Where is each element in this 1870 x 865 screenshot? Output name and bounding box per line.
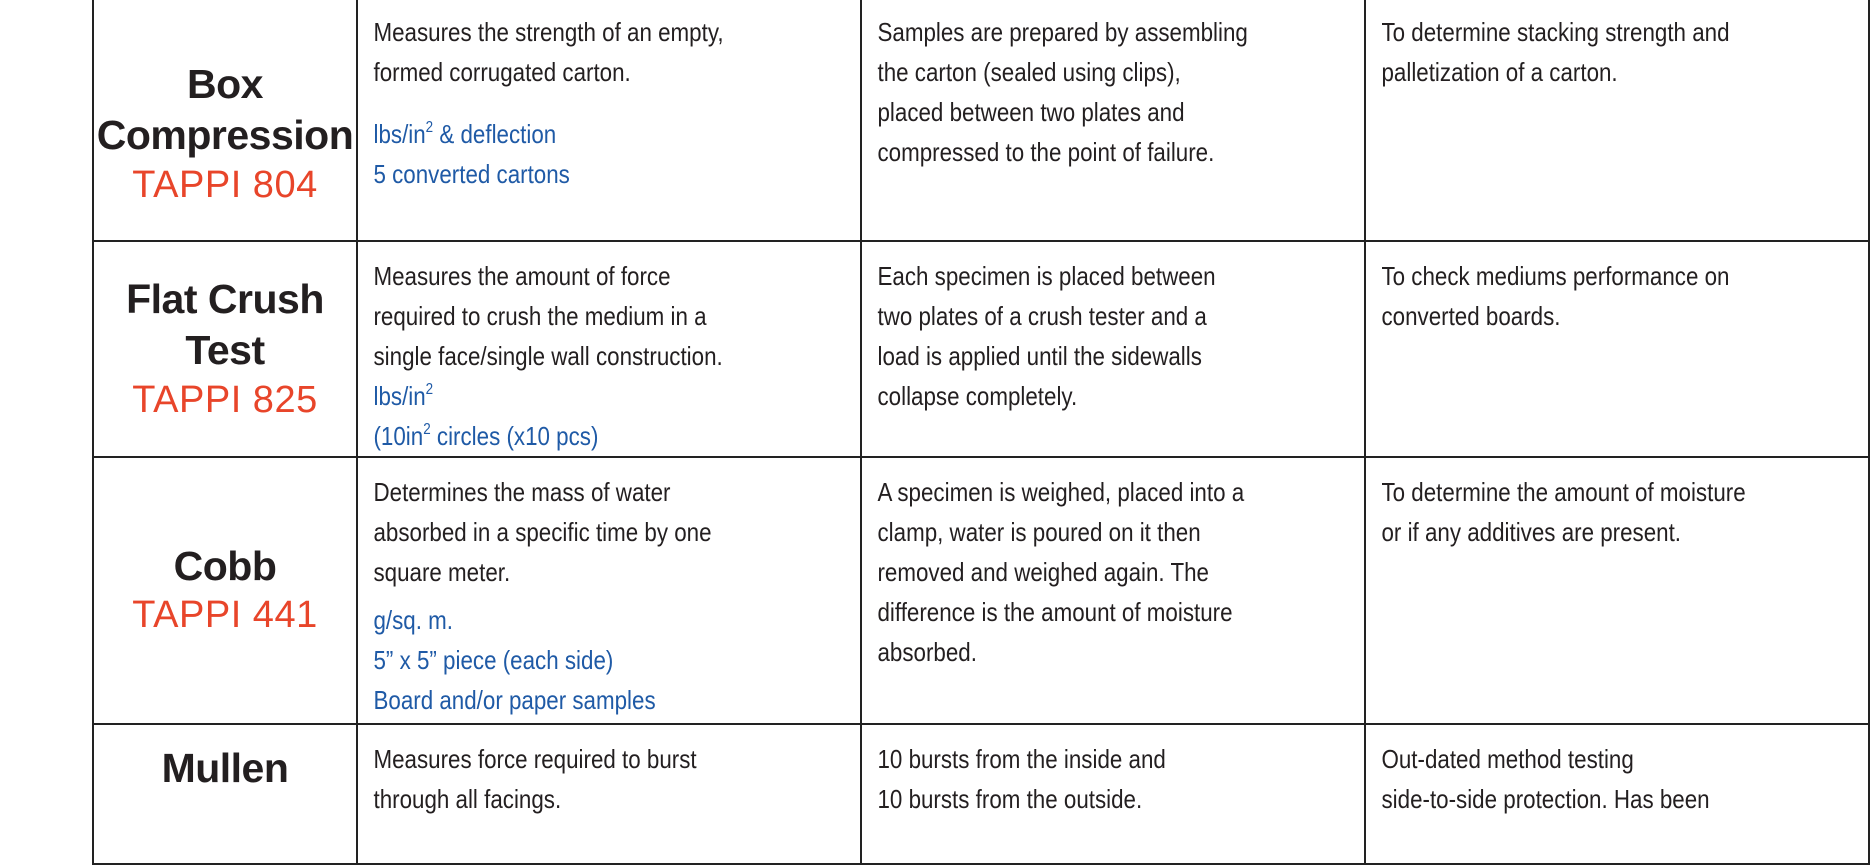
- purpose-line: To check mediums performance on: [1381, 261, 1730, 291]
- procedure-line: removed and weighed again. The: [877, 557, 1209, 587]
- procedure-line: Samples are prepared by assembling: [877, 17, 1248, 47]
- test-standard: TAPPI 441: [132, 594, 318, 637]
- units-line: g/sq. m.: [373, 605, 454, 635]
- purpose-cell: [1365, 724, 1869, 864]
- description-line: Determines the mass of water: [373, 477, 671, 507]
- table-row: [93, 0, 1869, 241]
- description-cell: [357, 724, 861, 864]
- units-line: lbs/$in^2$: [373, 381, 434, 411]
- purpose-line: To determine the amount of moisture: [1381, 477, 1746, 507]
- procedure-cell: [861, 241, 1365, 457]
- procedure-line: 10 bursts from the inside and: [877, 744, 1166, 774]
- description-cell: [357, 457, 861, 724]
- test-name-cell: [93, 241, 357, 457]
- sample-line: 5” x 5” piece (each side): [373, 645, 614, 675]
- procedure-line: absorbed.: [877, 637, 977, 667]
- procedure-line: difference is the amount of moisture: [877, 597, 1233, 627]
- units-line: lbs/$in^2$ & deflection: [373, 119, 557, 149]
- purpose-line: To determine stacking strength and: [1381, 17, 1730, 47]
- test-name: Mullen: [161, 745, 289, 791]
- sample-line: Board and/or paper samples: [373, 685, 656, 715]
- sample-line: 5 converted cartons: [373, 159, 570, 189]
- procedure-line: load is applied until the sidewalls: [877, 341, 1202, 371]
- procedure-line: placed between two plates and: [877, 97, 1185, 127]
- procedure-line: 10 bursts from the outside.: [877, 784, 1143, 814]
- test-name-cell: [93, 457, 357, 724]
- purpose-line: converted boards.: [1381, 301, 1561, 331]
- purpose-line: or if any additives are present.: [1381, 517, 1682, 547]
- description-line: absorbed in a specific time by one: [373, 517, 712, 547]
- table-row: [93, 457, 1869, 724]
- table-row: [93, 241, 1869, 457]
- procedure-line: collapse completely.: [877, 381, 1078, 411]
- purpose-line: palletization of a carton.: [1381, 57, 1618, 87]
- description-line: square meter.: [373, 557, 511, 587]
- description-line: Measures the amount of force: [373, 261, 671, 291]
- description-line: Measures the strength of an empty,: [373, 17, 724, 47]
- sample-line: ($10in^2$ circles (x10 pcs): [373, 421, 599, 451]
- test-name: Flat Crush Test: [126, 276, 324, 374]
- test-name-cell: [93, 724, 357, 864]
- description-cell: [357, 0, 861, 241]
- description-line: formed corrugated carton.: [373, 57, 631, 87]
- procedure-cell: [861, 0, 1365, 241]
- test-name: Cobb: [173, 543, 277, 590]
- description-line: single face/single wall construction.: [373, 341, 723, 371]
- procedure-cell: [861, 724, 1365, 864]
- procedure-line: the carton (sealed using clips),: [877, 57, 1181, 87]
- test-standard: TAPPI 825: [132, 378, 318, 421]
- description-line: required to crush the medium in a: [373, 301, 707, 331]
- description-line: Measures force required to burst: [373, 744, 697, 774]
- purpose-cell: [1365, 241, 1869, 457]
- procedure-line: Each specimen is placed between: [877, 261, 1216, 291]
- description-cell: [357, 241, 861, 457]
- purpose-cell: [1365, 0, 1869, 241]
- test-name-cell: [93, 0, 357, 241]
- description-line: through all facings.: [373, 784, 562, 814]
- procedure-line: compressed to the point of failure.: [877, 137, 1215, 167]
- procedure-line: two plates of a crush tester and a: [877, 301, 1207, 331]
- purpose-line: Out-dated method testing: [1381, 744, 1634, 774]
- test-standard: TAPPI 804: [132, 163, 318, 206]
- procedure-cell: [861, 457, 1365, 724]
- procedure-line: A specimen is weighed, placed into a: [877, 477, 1245, 507]
- purpose-line: side-to-side protection. Has been: [1381, 784, 1710, 814]
- test-name: Box Compression: [96, 61, 354, 159]
- procedure-line: clamp, water is poured on it then: [877, 517, 1201, 547]
- purpose-cell: [1365, 457, 1869, 724]
- test-methods-table: [92, 0, 1870, 865]
- table-row: [93, 724, 1869, 864]
